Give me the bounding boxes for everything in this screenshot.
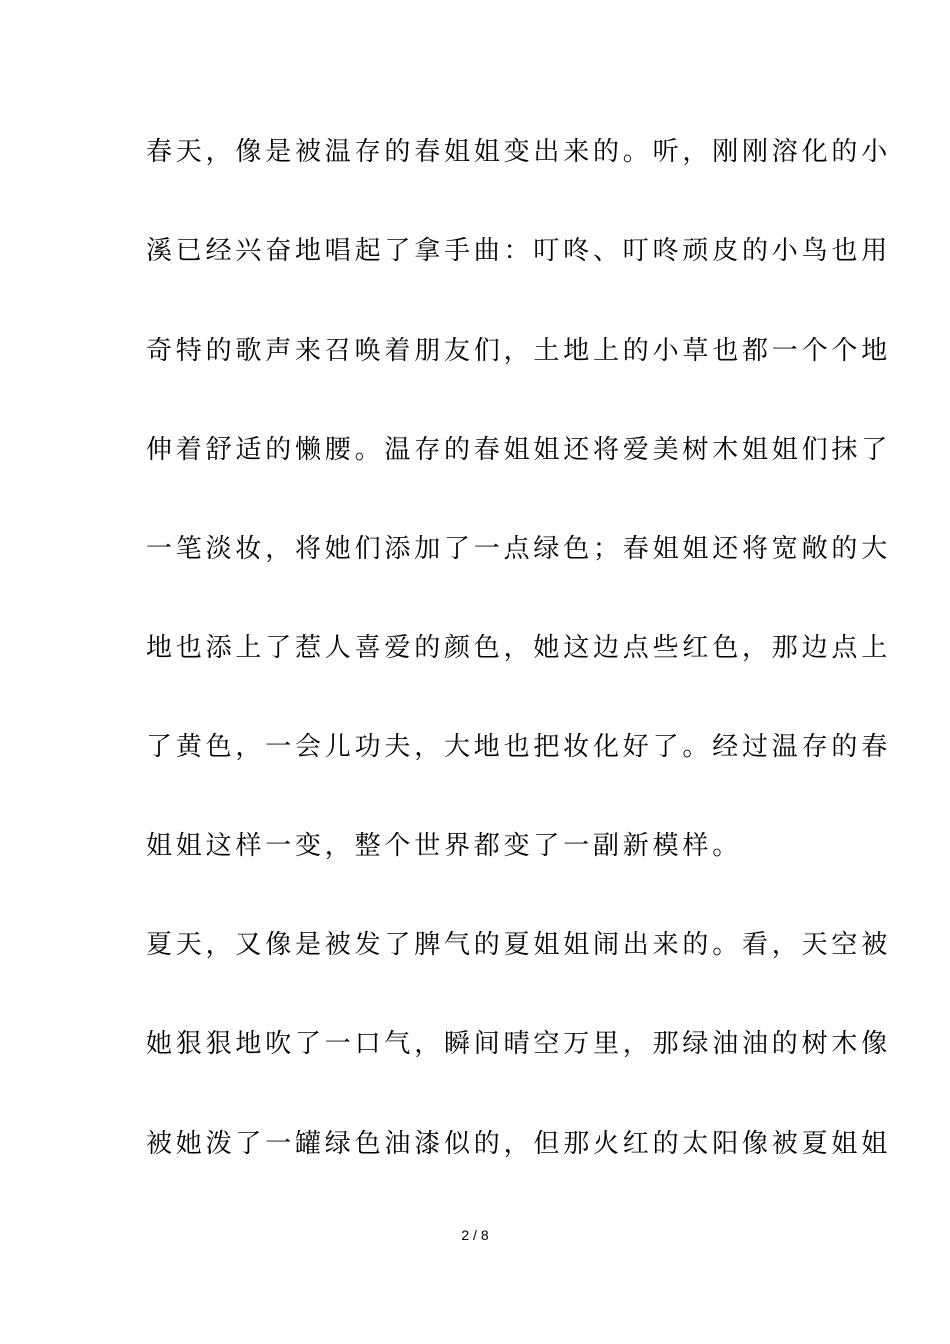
text-line: 被她泼了一罐绿色油漆似的，但那火红的太阳像被夏姐姐 xyxy=(146,1129,892,1159)
text-line: 她狠狠地吹了一口气，瞬间晴空万里，那绿油油的树木像 xyxy=(146,1029,892,1059)
text-line: 了黄色，一会儿功夫，大地也把妆化好了。经过温存的春 xyxy=(146,732,892,762)
text-line: 奇特的歌声来召唤着朋友们，土地上的小草也都一个个地 xyxy=(146,336,892,366)
text-line: 溪已经兴奋地唱起了拿手曲：叮咚、叮咚顽皮的小鸟也用 xyxy=(146,236,892,266)
page-number: 2 / 8 xyxy=(461,1227,489,1243)
text-line: 地也添上了惹人喜爱的颜色，她这边点些红色，那边点上 xyxy=(146,633,892,663)
text-line: 春天，像是被温存的春姐姐变出来的。听，刚刚溶化的小 xyxy=(146,137,892,167)
text-line: 一笔淡妆，将她们添加了一点绿色；春姐姐还将宽敞的大 xyxy=(146,534,892,564)
text-line: 伸着舒适的懒腰。温存的春姐姐还将爱美树木姐姐们抹了 xyxy=(146,435,892,465)
text-line: 姐姐这样一变，整个世界都变了一副新模样。 xyxy=(146,831,743,861)
text-line: 夏天，又像是被发了脾气的夏姐姐闹出来的。看，天空被 xyxy=(146,930,892,960)
